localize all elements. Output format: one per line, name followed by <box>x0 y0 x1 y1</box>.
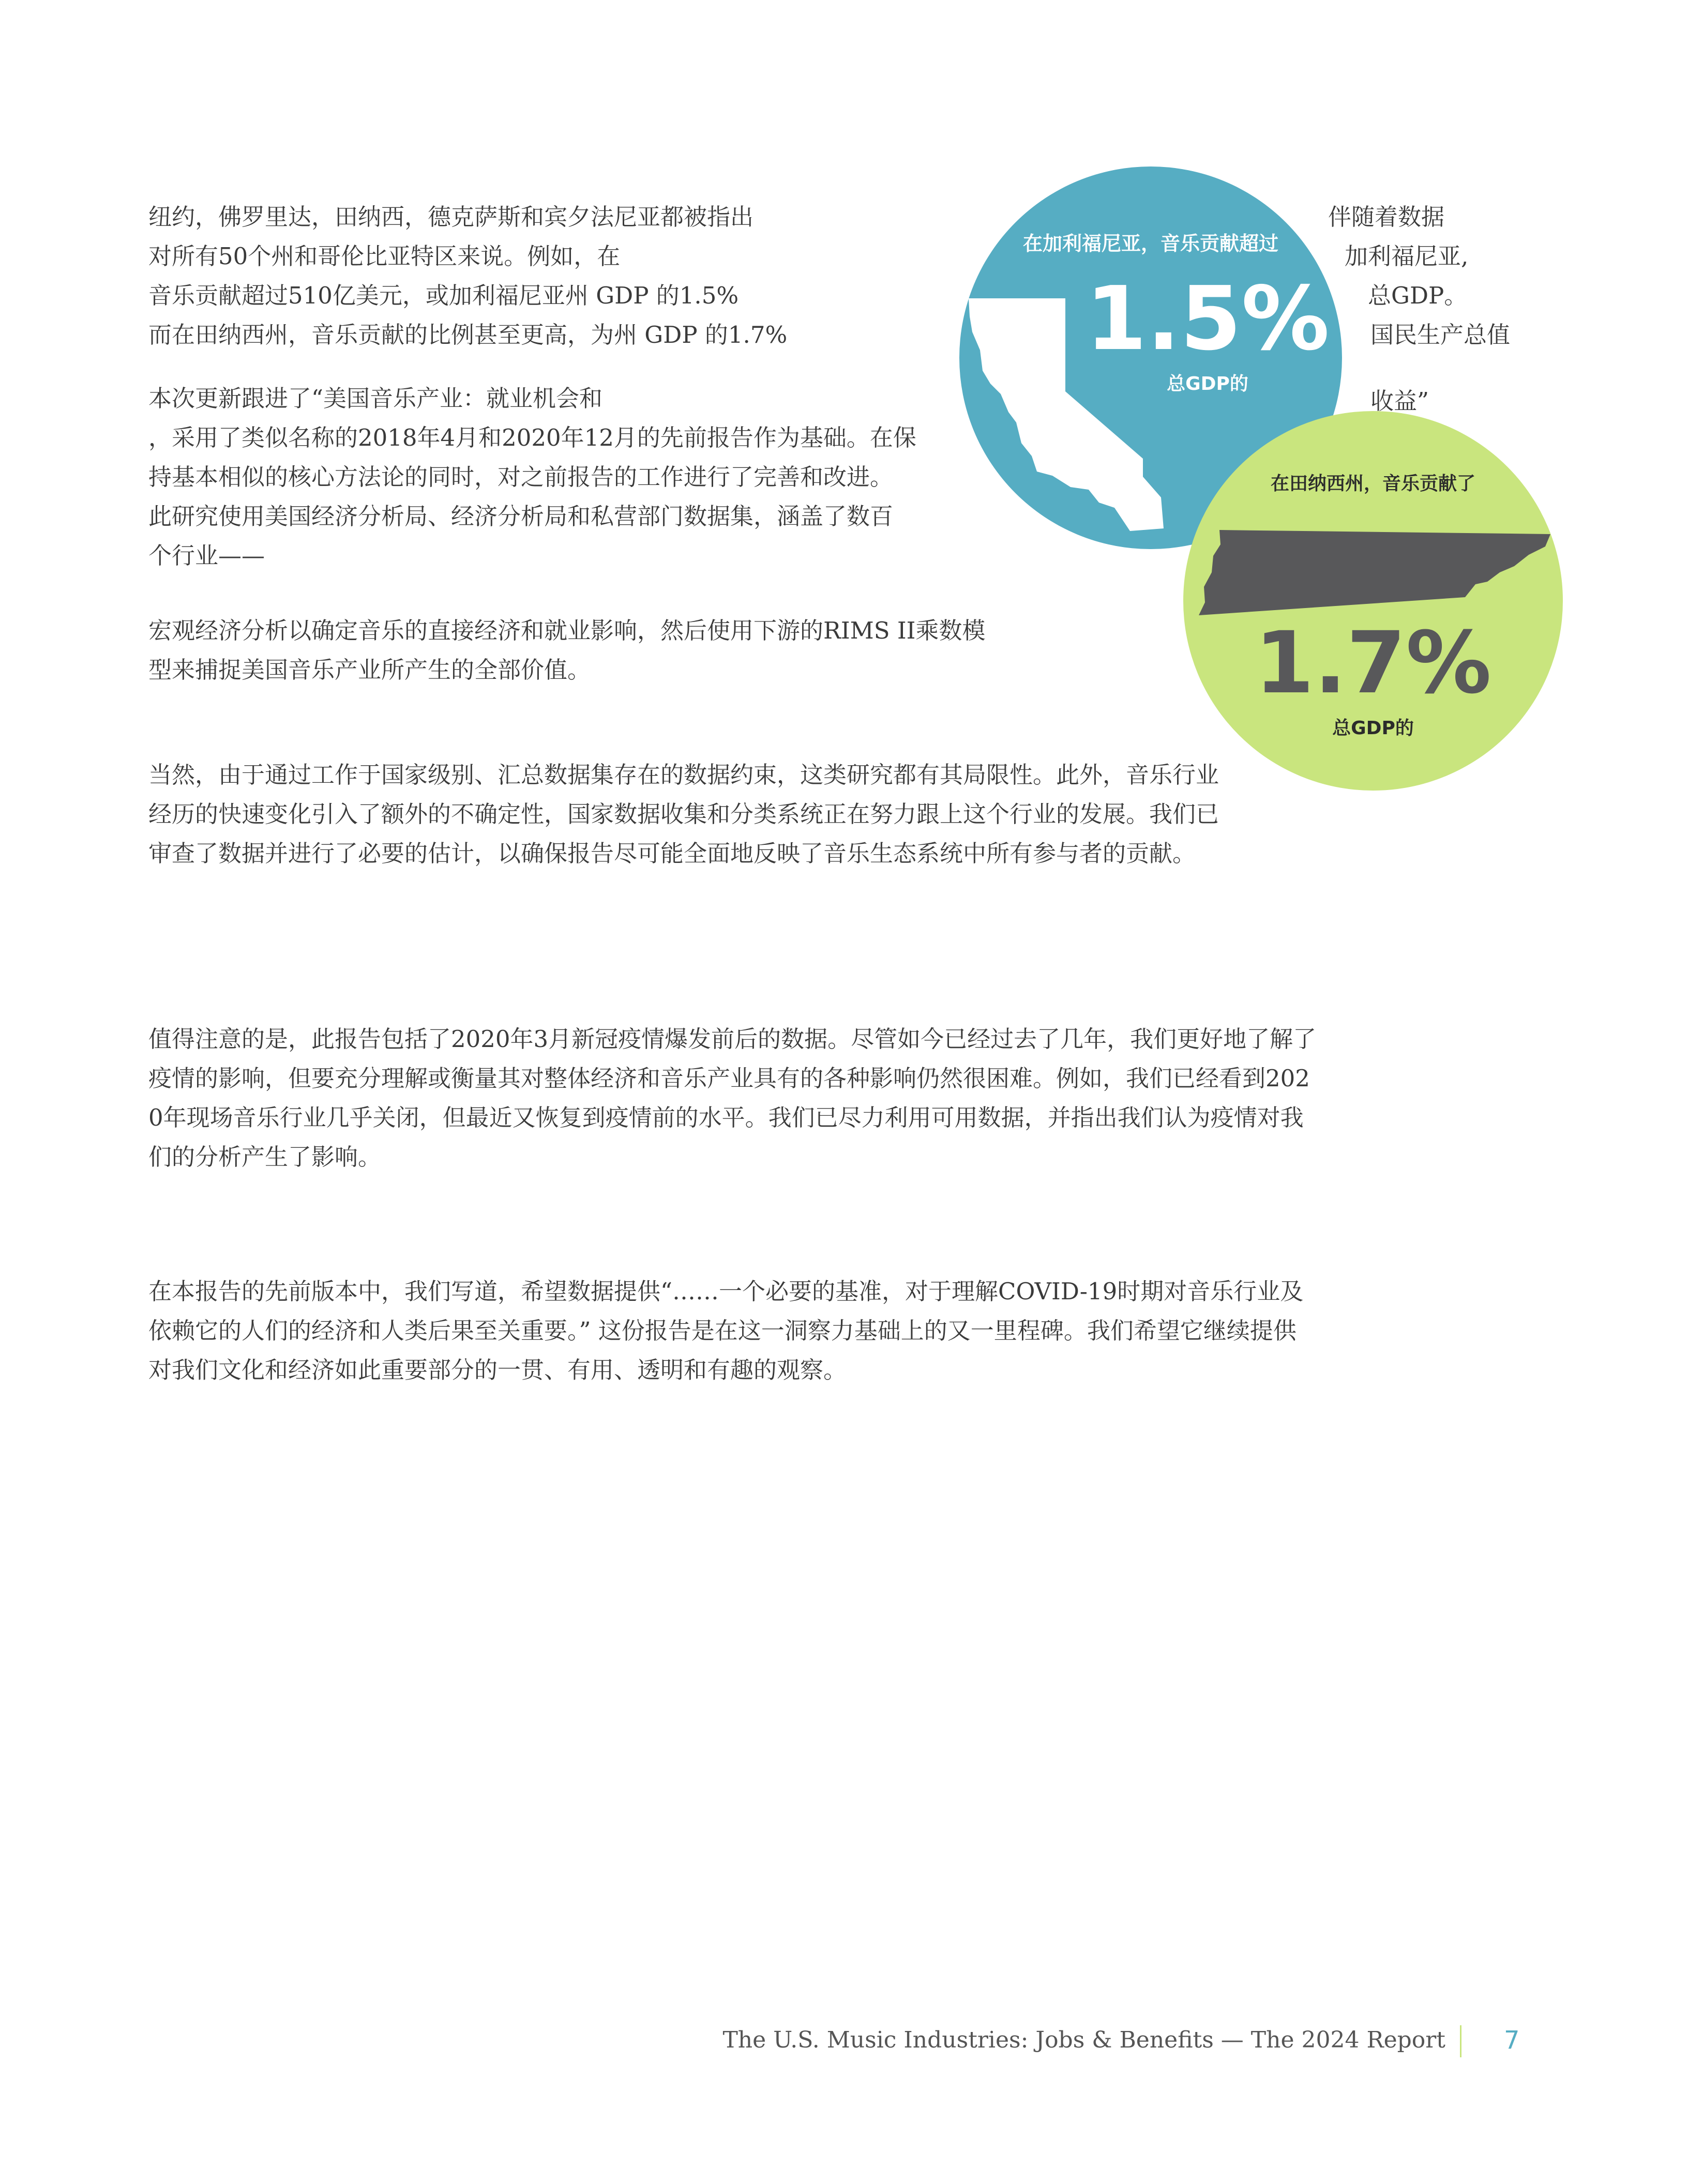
text-line: 们的分析产生了影响。 <box>148 1143 382 1171</box>
text-line: 个行业—— <box>148 542 265 569</box>
callout-heading: 在加利福尼亚，音乐贡献超过 <box>1022 232 1278 255</box>
text-line: 本次更新跟进了“美国音乐产业：就业机会和 <box>148 385 603 412</box>
text-line: 审查了数据并进行了必要的估计，以确保报告尽可能全面地反映了音乐生态系统中所有参与者的贡献。 <box>148 840 1196 867</box>
text-line: 对所有50个州和哥伦比亚特区来说。例如，在 <box>148 242 621 270</box>
text-line: 此研究使用美国经济分析局、经济分析局和私营部门数据集，涵盖了数百 <box>148 503 894 530</box>
footer-divider <box>1460 2025 1461 2057</box>
text-line: 宏观经济分析以确定音乐的直接经济和就业影响，然后使用下游的RIMS II乘数模 <box>148 617 986 644</box>
text-line: 疫情的影响，但要充分理解或衡量其对整体经济和音乐产业具有的各种影响仍然很困难。例如，我们已经看到202 <box>148 1065 1310 1092</box>
callout-sub: 总GDP的 <box>1332 718 1414 739</box>
side-text-5: 收益” <box>1370 387 1429 415</box>
text-line: 音乐贡献超过510亿美元，或加利福尼亚州 GDP 的1.5% <box>148 282 739 309</box>
callout-value: 1.7% <box>1255 613 1491 712</box>
text-line: 型来捕捉美国音乐产业所产生的全部价值。 <box>148 656 591 684</box>
text-line: 对我们文化和经济如此重要部分的一贯、有用、透明和有趣的观察。 <box>148 1356 847 1384</box>
paragraph-2 <box>148 379 916 575</box>
text-line: 持基本相似的核心方法论的同时，对之前报告的工作进行了完善和改进。 <box>148 463 894 491</box>
page-number: 7 <box>1504 2026 1520 2055</box>
text-line: 经历的快速变化引入了额外的不确定性，国家数据收集和分类系统正在努力跟上这个行业的发展。我们已 <box>148 800 1219 828</box>
callout-value: 1.5% <box>1086 268 1330 370</box>
side-text-3: 总GDP。 <box>1368 282 1468 309</box>
side-text-4: 国民生产总值 <box>1370 321 1511 348</box>
text-line: 在本报告的先前版本中，我们写道，希望数据提供“……一个必要的基准，对于理解COVID-19时期对音乐行业及 <box>148 1278 1304 1305</box>
callout-sub: 总GDP的 <box>1167 373 1248 395</box>
text-line: 当然，由于通过工作于国家级别、汇总数据集存在的数据约束，这类研究都有其局限性。此外，音乐行业 <box>148 761 1219 788</box>
side-text-2: 加利福尼亚, <box>1345 242 1469 270</box>
text-line: 值得注意的是，此报告包括了2020年3月新冠疫情爆发前后的数据。尽管如今已经过去了几年，我们更好地了解了 <box>148 1025 1317 1053</box>
tennessee-callout <box>1183 411 1563 791</box>
paragraph-1 <box>148 198 787 355</box>
paragraph-4 <box>148 755 1219 873</box>
paragraph-6 <box>148 1272 1303 1390</box>
text-line: 而在田纳西州，音乐贡献的比例甚至更高，为州 GDP 的1.7% <box>148 321 788 348</box>
text-line: ，采用了类似名称的2018年4月和2020年12月的先前报告作为基础。在保 <box>148 424 916 451</box>
text-line: 0年现场音乐行业几乎关闭，但最近又恢复到疫情前的水平。我们已尽力利用可用数据，并指出我们认为疫情对我 <box>148 1104 1304 1131</box>
side-text-1: 伴随着数据 <box>1328 203 1445 231</box>
footer-title: The U.S. Music Industries: Jobs & Benefits — The 2024 Report <box>722 2027 1445 2053</box>
text-line: 依赖它的人们的经济和人类后果至关重要。” 这份报告是在这一洞察力基础上的又一里程碑。我们希望它继续提供 <box>148 1317 1297 1344</box>
paragraph-5 <box>148 1020 1316 1177</box>
callout-heading: 在田纳西州，音乐贡献了 <box>1270 473 1475 494</box>
text-line: 纽约，佛罗里达，田纳西，德克萨斯和宾夕法尼亚都被指出 <box>148 203 754 231</box>
paragraph-3 <box>148 611 985 690</box>
